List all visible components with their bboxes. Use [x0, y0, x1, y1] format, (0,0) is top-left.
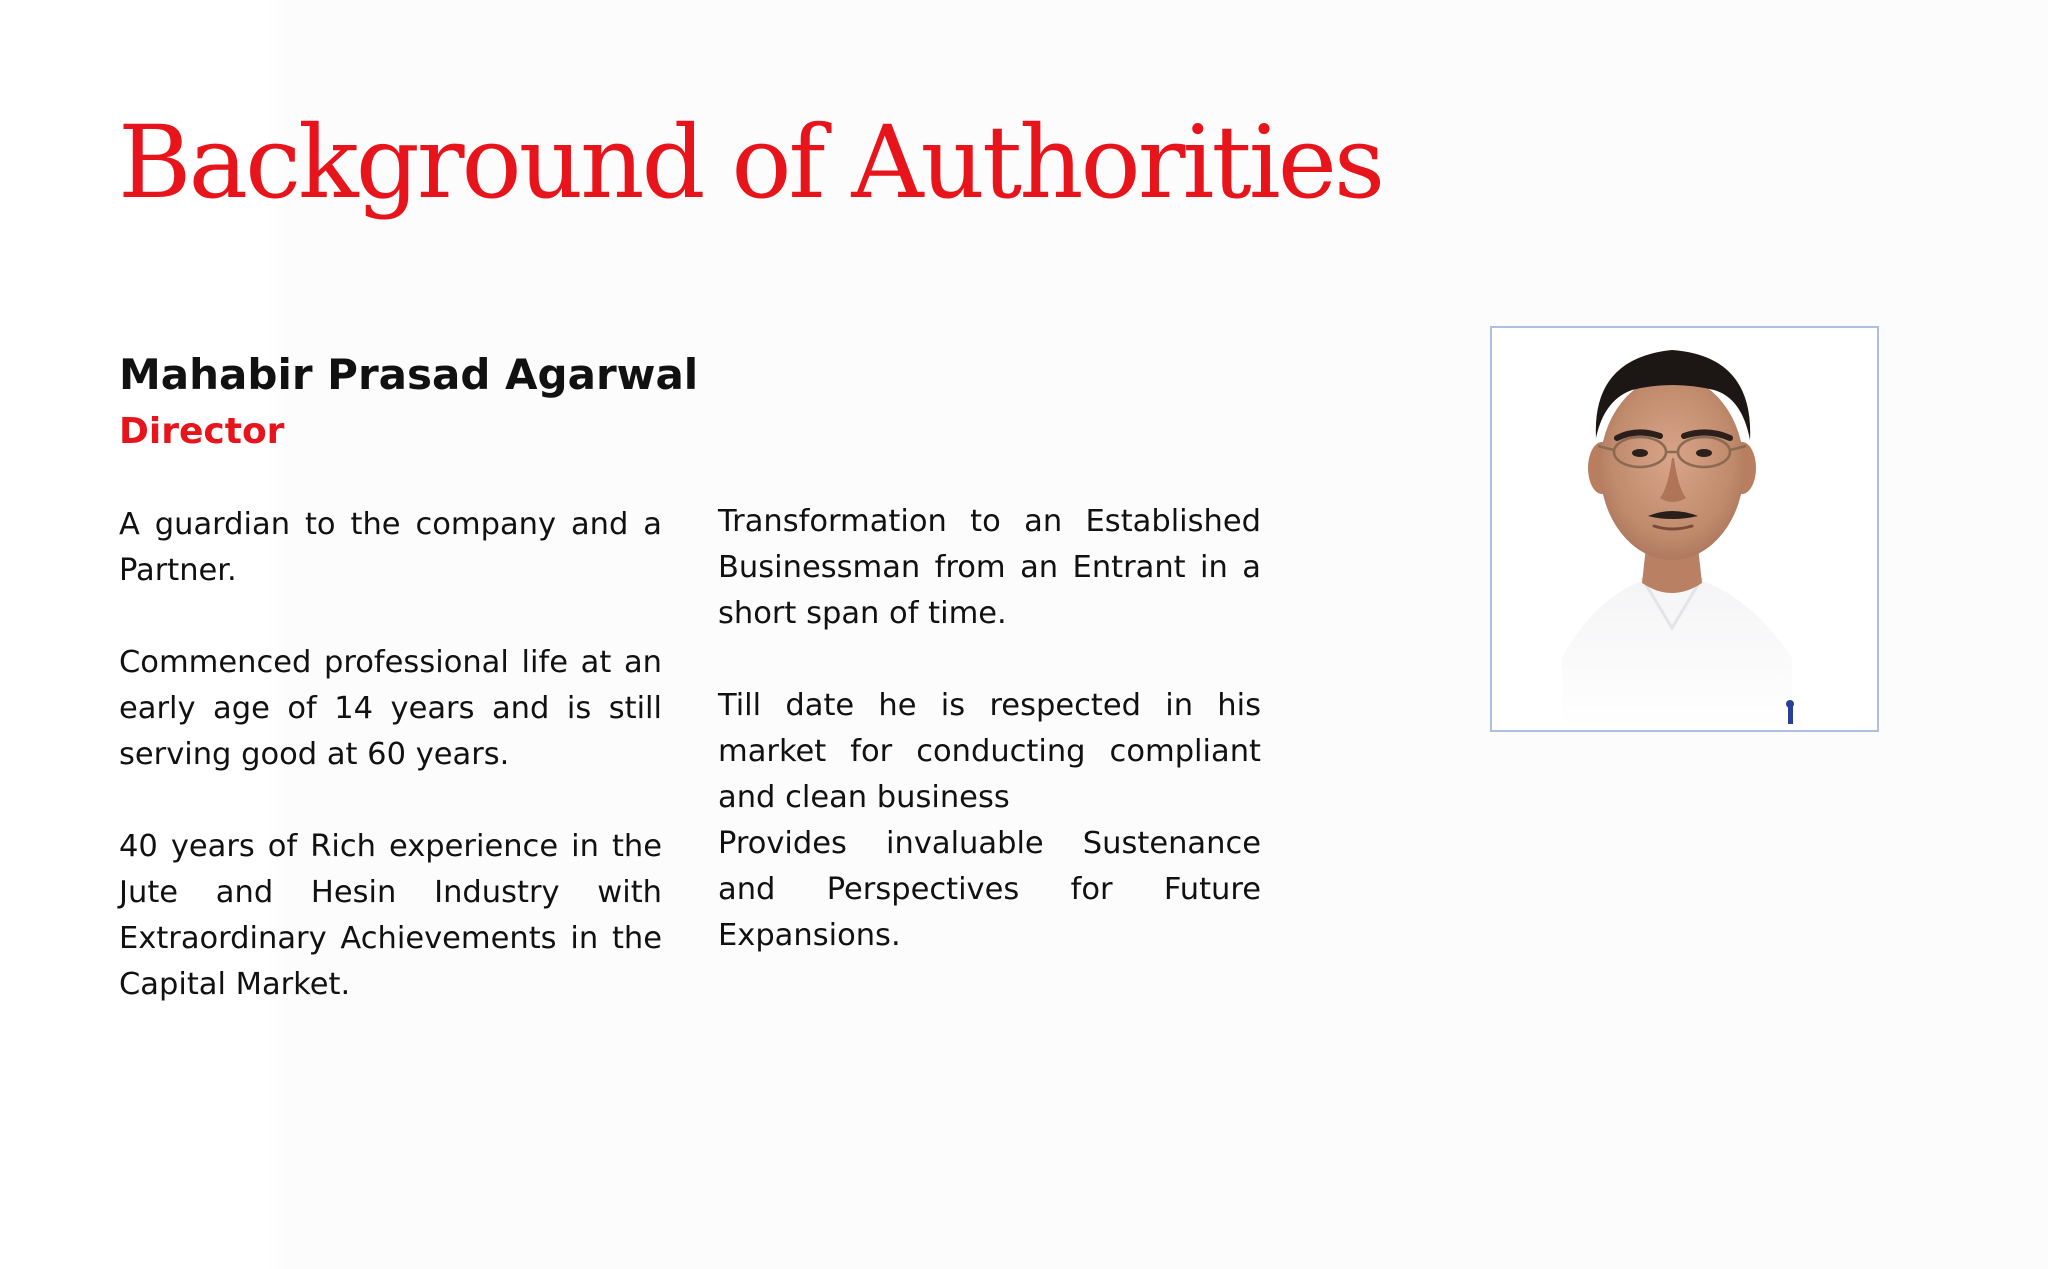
left-paragraph-2: Commenced professional life at an early age of 14 years and is still serving good at 60 years. — [119, 645, 662, 772]
left-paragraph-1: A guardian to the company and a Partner. — [119, 507, 662, 588]
right-text-column — [718, 499, 1261, 959]
portrait-illustration — [1492, 328, 1877, 730]
portrait-photo — [1490, 326, 1879, 732]
left-text-column — [119, 502, 662, 1008]
right-paragraph-3: Provides invaluable Sustenance and Perspectives for Future Expansions. — [718, 826, 1261, 953]
paragraph-spacer — [119, 594, 662, 640]
slide-title: Background of Authorities — [118, 104, 1383, 221]
person-name: Mahabir Prasad Agarwal — [119, 350, 699, 399]
right-paragraph-1: Transformation to an Established Businessman from an Entrant in a short span of time. — [718, 504, 1261, 631]
right-paragraph-2: Till date he is respected in his market for conducting compliant and clean business — [718, 688, 1261, 815]
paragraph-spacer — [119, 778, 662, 824]
left-paragraph-3: 40 years of Rich experience in the Jute and Hesin Industry with Extraordinary Achievements in the Capital Market. — [119, 829, 662, 1002]
paragraph-spacer — [718, 637, 1261, 683]
person-role: Director — [119, 411, 285, 452]
